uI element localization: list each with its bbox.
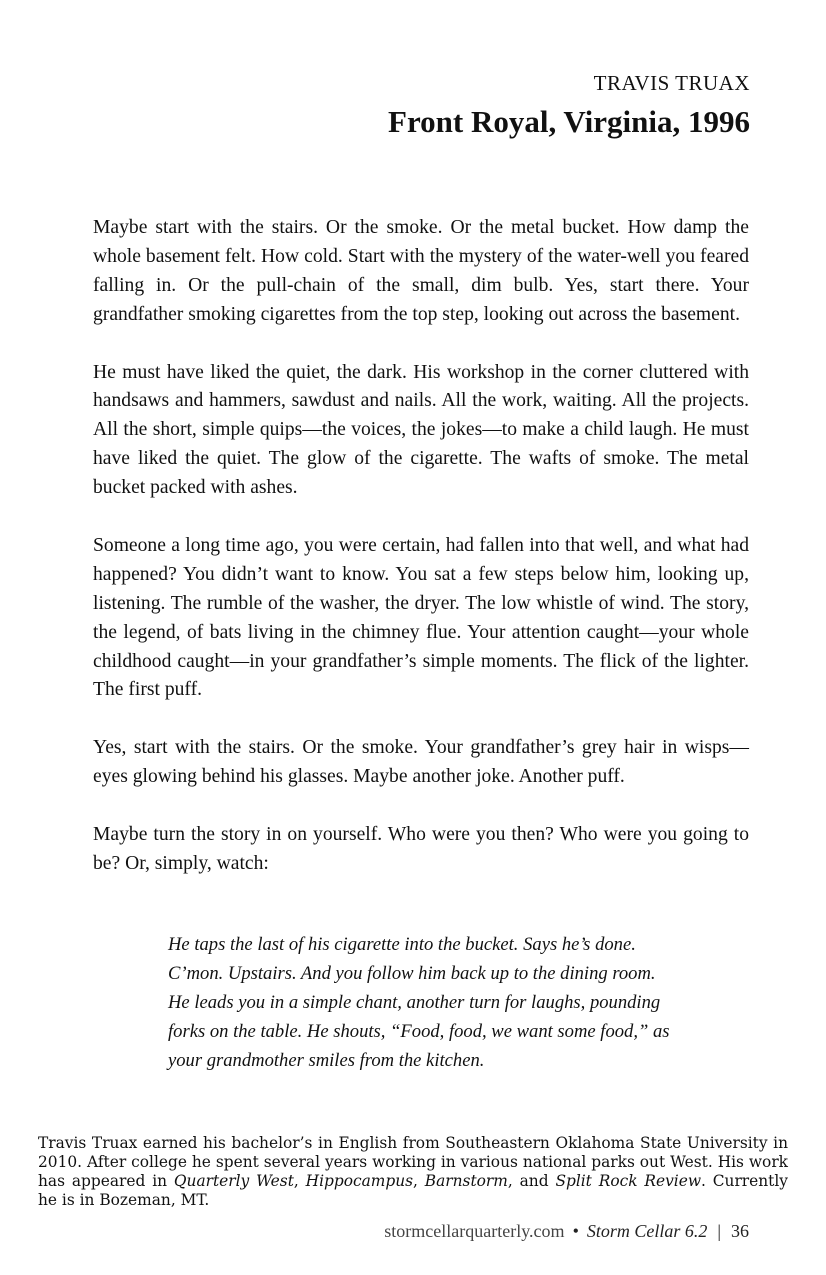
piece-title: Front Royal, Virginia, 1996 bbox=[388, 104, 750, 139]
verse-line: He taps the last of his cigarette into the bucket. Says he’s done. bbox=[168, 934, 636, 955]
paragraph-3: Someone a long time ago, you were certain, had fallen into that well, and what had happened? You didn’t want to know. You sat a few steps below him, looking up, listening. The rumble of the washer, the dryer. The low whistle of wind. The story, the legend, of bats living in the chimney flue. Your attention caught—your whole childhood caught—in your grandfather’s simple moments. The flick of the lighter. The first puff. bbox=[93, 534, 749, 701]
bio-separator: , bbox=[293, 1172, 306, 1190]
page-number: 36 bbox=[731, 1221, 749, 1241]
author-name: TRAVIS TRUAX bbox=[593, 71, 750, 95]
publication-name: Quarterly West bbox=[173, 1172, 294, 1190]
verse-line: forks on the table. He shouts, “Food, food, we want some food,” as bbox=[168, 1021, 670, 1042]
page-footer bbox=[384, 1221, 749, 1242]
publication-name: Split Rock Review bbox=[555, 1172, 701, 1190]
bio-separator: , and bbox=[507, 1172, 556, 1190]
bar-separator: | bbox=[717, 1221, 721, 1241]
bullet-separator: • bbox=[572, 1221, 579, 1241]
paragraph-2: He must have liked the quiet, the dark. His workshop in the corner cluttered with handsaws and hammers, sawdust and nails. All the work, waiting. All the projects. All the short, simple quips—the voices, the jokes—to make a child laugh. He must have liked the quiet. The glow of the cigarette. The wafts of smoke. The metal bucket packed with ashes. bbox=[93, 361, 749, 499]
author-bio bbox=[38, 1134, 788, 1210]
paragraph-1: Maybe start with the stairs. Or the smoke. Or the metal bucket. How damp the whole basement felt. How cold. Start with the mystery of the water-well you feared falling in. Or the pull-chain of the small, dim bulb. Yes, start there. Your grandfather smoking cigarettes from the top step, looking out across the basement. bbox=[93, 217, 749, 325]
publication-name: Hippocampus bbox=[305, 1172, 414, 1190]
verse-line: He leads you in a simple chant, another turn for laughs, pounding bbox=[168, 992, 661, 1013]
issue-label: Storm Cellar 6.2 bbox=[586, 1221, 708, 1241]
bio-separator: , bbox=[413, 1172, 425, 1190]
italic-passage bbox=[168, 930, 688, 1075]
paragraph-4: Yes, start with the stairs. Or the smoke. Your grandfather’s grey hair in wisps—eyes glowing behind his glasses. Maybe another joke. Another puff. bbox=[93, 737, 749, 788]
verse-line: C’mon. Upstairs. And you follow him back up to the dining room. bbox=[168, 963, 656, 984]
bio-text: . Currently he is in Bozeman, MT. bbox=[38, 1172, 788, 1209]
paragraph-5: Maybe turn the story in on yourself. Who were you then? Who were you going to be? Or, simply, watch: bbox=[93, 823, 749, 874]
publication-name: Barnstorm bbox=[424, 1172, 508, 1190]
prose-body bbox=[93, 214, 749, 908]
bio-text: Travis Truax earned his bachelor’s in English from Southeastern Oklahoma State University in 2010. After college he spent several years working in various national parks out West. His work has appeared in bbox=[38, 1134, 788, 1190]
site-url: stormcellarquarterly.com bbox=[384, 1221, 565, 1241]
verse-line: your grandmother smiles from the kitchen. bbox=[168, 1050, 485, 1071]
